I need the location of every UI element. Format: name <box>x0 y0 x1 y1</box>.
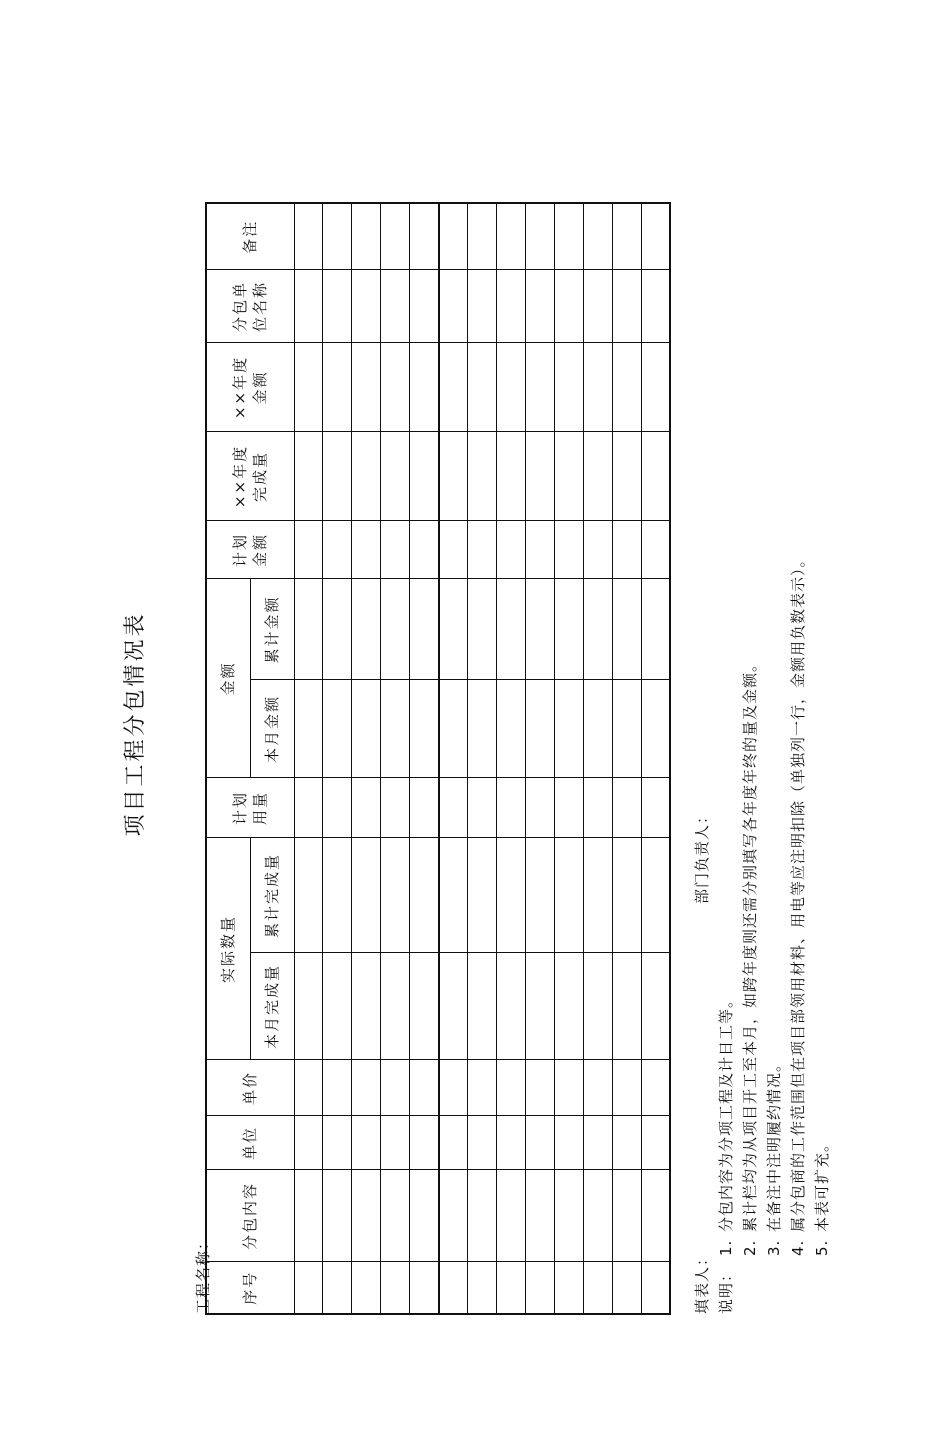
table-cell <box>612 1060 641 1116</box>
table-cell <box>468 1060 497 1116</box>
table-cell <box>612 270 641 343</box>
table-cell <box>641 953 670 1060</box>
table-cell <box>525 432 554 521</box>
header-sub-name <box>206 270 294 343</box>
notes-label: 说明： <box>717 1265 735 1314</box>
table-cell <box>525 680 554 778</box>
header-seq: 序号 <box>206 1262 294 1314</box>
table-cell <box>294 270 323 343</box>
table-cell <box>612 1170 641 1262</box>
header-unit: 单位 <box>206 1116 294 1170</box>
header-plan-amount-line1: 计划 <box>231 532 250 567</box>
table-row <box>468 203 497 1314</box>
table-cell <box>641 1060 670 1116</box>
table-cell <box>554 343 583 432</box>
table-cell <box>496 680 525 778</box>
table-cell <box>583 1060 612 1116</box>
table-row <box>496 203 525 1314</box>
table-row <box>641 203 670 1314</box>
table-cell <box>381 680 410 778</box>
table-cell <box>583 838 612 953</box>
table-cell <box>641 1116 670 1170</box>
table-cell <box>554 1116 583 1170</box>
table-cell <box>496 1116 525 1170</box>
table-cell <box>352 1170 381 1262</box>
table-cell <box>583 521 612 579</box>
table-row <box>352 203 381 1314</box>
table-cell <box>525 1116 554 1170</box>
note-number: 5. <box>813 1239 831 1256</box>
table-cell <box>641 778 670 838</box>
dept-head-label: 部门负责人： <box>693 807 711 904</box>
table-cell <box>323 270 352 343</box>
table-cell <box>352 1116 381 1170</box>
table-cell <box>641 1170 670 1262</box>
table-cell <box>554 270 583 343</box>
project-name-label: 工程名称： <box>194 1233 212 1314</box>
table-cell <box>410 1060 439 1116</box>
table-cell <box>439 521 468 579</box>
table-cell <box>583 1262 612 1314</box>
table-cell <box>583 432 612 521</box>
table-cell <box>525 1060 554 1116</box>
table-cell <box>294 1116 323 1170</box>
table-row <box>381 203 410 1314</box>
table-row <box>583 203 612 1314</box>
table-cell <box>439 953 468 1060</box>
table-cell <box>410 778 439 838</box>
table-cell <box>468 203 497 270</box>
header-plan-amount <box>206 521 294 579</box>
table-cell <box>439 1262 468 1314</box>
header-plan-qty-line1: 计划 <box>231 790 250 825</box>
table-cell <box>323 521 352 579</box>
table-row <box>554 203 583 1314</box>
table-cell <box>294 1262 323 1314</box>
note-number: 4. <box>789 1239 807 1256</box>
header-year-amount-line2: 金额 <box>251 370 270 405</box>
table-cell <box>410 579 439 680</box>
note-row <box>714 214 738 1314</box>
table-cell <box>410 838 439 953</box>
table-cell <box>641 521 670 579</box>
table-cell <box>439 778 468 838</box>
table-row <box>525 203 554 1314</box>
table-row <box>410 203 439 1314</box>
table-cell <box>641 432 670 521</box>
table-cell <box>439 270 468 343</box>
table-cell <box>381 1116 410 1170</box>
table-cell <box>410 1116 439 1170</box>
table-cell <box>496 1170 525 1262</box>
table-cell <box>496 432 525 521</box>
table-cell <box>496 953 525 1060</box>
table-cell <box>525 579 554 680</box>
note-number: 1. <box>717 1239 735 1256</box>
table-cell <box>496 521 525 579</box>
table-cell <box>381 953 410 1060</box>
table-cell <box>294 203 323 270</box>
table-cell <box>525 521 554 579</box>
table-cell <box>641 1262 670 1314</box>
table-cell <box>583 1170 612 1262</box>
table-row <box>439 203 468 1314</box>
footer <box>690 214 834 1314</box>
table-cell <box>352 1262 381 1314</box>
table-cell <box>641 680 670 778</box>
table-cell <box>554 838 583 953</box>
table-cell <box>468 1116 497 1170</box>
table-cell <box>583 1116 612 1170</box>
table-cell <box>525 1170 554 1262</box>
table-cell <box>496 270 525 343</box>
table-cell <box>468 579 497 680</box>
table-cell <box>323 1116 352 1170</box>
table-cell <box>439 1060 468 1116</box>
table-cell <box>612 203 641 270</box>
table-cell <box>352 778 381 838</box>
table-cell <box>612 680 641 778</box>
table-cell <box>554 521 583 579</box>
table-cell <box>352 521 381 579</box>
header-actual-qty: 实际数量 <box>206 838 250 1060</box>
table-cell <box>323 953 352 1060</box>
note-text: 分包内容为分项工程及计日工等。 <box>717 991 735 1232</box>
header-amount: 金额 <box>206 579 250 778</box>
header-year-amount <box>206 343 294 432</box>
table-cell <box>352 432 381 521</box>
table-cell <box>323 432 352 521</box>
header-year-amount-line1: ××年度 <box>231 355 250 420</box>
table-cell <box>612 1116 641 1170</box>
table-cell <box>468 1170 497 1262</box>
header-plan-amount-line2: 金额 <box>251 532 270 567</box>
header-plan-qty <box>206 778 294 838</box>
note-number: 2. <box>741 1239 759 1256</box>
table-cell <box>583 778 612 838</box>
note-text: 本表可扩充。 <box>813 1135 831 1232</box>
table-cell <box>612 579 641 680</box>
table-cell <box>612 778 641 838</box>
table-cell <box>439 1170 468 1262</box>
table-cell <box>439 680 468 778</box>
table-cell <box>294 953 323 1060</box>
subcontract-table <box>205 202 671 1315</box>
note-text: 累计栏均为从项目开工至本月，如跨年度则还需分别填写各年度年终的量及金额。 <box>741 655 759 1232</box>
table-cell <box>294 579 323 680</box>
table-cell <box>641 838 670 953</box>
table-row <box>323 203 352 1314</box>
table-cell <box>381 432 410 521</box>
table-cell <box>468 270 497 343</box>
table-cell <box>583 270 612 343</box>
table-cell <box>294 432 323 521</box>
table-cell <box>554 432 583 521</box>
table-cell <box>381 1060 410 1116</box>
header-cum-amount: 累计金额 <box>250 579 294 680</box>
table-cell <box>352 579 381 680</box>
table-cell <box>554 579 583 680</box>
table-cell <box>468 1262 497 1314</box>
table-cell <box>583 579 612 680</box>
table-cell <box>554 953 583 1060</box>
table-cell <box>381 778 410 838</box>
table-cell <box>410 521 439 579</box>
header-year-qty-line1: ××年度 <box>231 444 250 509</box>
table-cell <box>381 579 410 680</box>
table-cell <box>294 1060 323 1116</box>
table-cell <box>323 1060 352 1116</box>
table-cell <box>381 521 410 579</box>
note-number: 3. <box>765 1239 783 1256</box>
header-cum-qty: 累计完成量 <box>250 838 294 953</box>
filler-label: 填表人： <box>693 1249 711 1314</box>
table-cell <box>468 953 497 1060</box>
table-cell <box>352 838 381 953</box>
table-cell <box>496 1060 525 1116</box>
table-cell <box>352 953 381 1060</box>
table-cell <box>496 778 525 838</box>
table-cell <box>294 778 323 838</box>
table-cell <box>439 203 468 270</box>
table-cell <box>294 343 323 432</box>
table-cell <box>323 838 352 953</box>
table-cell <box>294 1170 323 1262</box>
table-cell <box>352 1060 381 1116</box>
table-cell <box>410 343 439 432</box>
table-cell <box>323 778 352 838</box>
table-row <box>294 203 323 1314</box>
header-year-qty <box>206 432 294 521</box>
table-cell <box>496 838 525 953</box>
table-cell <box>525 203 554 270</box>
table-cell <box>381 343 410 432</box>
table-cell <box>381 270 410 343</box>
table-cell <box>468 838 497 953</box>
table-cell <box>439 1116 468 1170</box>
table-cell <box>554 778 583 838</box>
note-text: 属分包商的工作范围但在项目部领用材料、用电等应注明扣除（单独列一行，金额用负数表示）。 <box>789 551 807 1232</box>
table-cell <box>410 432 439 521</box>
table-cell <box>410 1170 439 1262</box>
table-cell <box>381 1170 410 1262</box>
table-cell <box>410 270 439 343</box>
table-cell <box>525 343 554 432</box>
table-cell <box>554 680 583 778</box>
header-price: 单价 <box>206 1060 294 1116</box>
table-cell <box>554 203 583 270</box>
table-cell <box>410 953 439 1060</box>
table-cell <box>352 343 381 432</box>
table-cell <box>323 579 352 680</box>
table-cell <box>583 343 612 432</box>
table-cell <box>468 432 497 521</box>
table-body <box>294 203 670 1314</box>
table-cell <box>352 270 381 343</box>
header-month-amount: 本月金额 <box>250 680 294 778</box>
table-cell <box>294 838 323 953</box>
table-cell <box>496 1262 525 1314</box>
table-cell <box>468 680 497 778</box>
note-text: 在备注中注明履约情况。 <box>765 1055 783 1232</box>
table-cell <box>381 203 410 270</box>
note-row <box>810 214 834 1314</box>
table-cell <box>583 680 612 778</box>
table-cell <box>525 270 554 343</box>
table-cell <box>612 953 641 1060</box>
note-row <box>762 214 786 1314</box>
table-cell <box>468 343 497 432</box>
table-cell <box>410 1262 439 1314</box>
table-cell <box>525 838 554 953</box>
table-cell <box>439 343 468 432</box>
table-cell <box>525 778 554 838</box>
table-cell <box>381 838 410 953</box>
table-cell <box>583 203 612 270</box>
table-cell <box>468 778 497 838</box>
table-cell <box>323 203 352 270</box>
table-cell <box>439 838 468 953</box>
table-cell <box>612 432 641 521</box>
header-plan-qty-line2: 用量 <box>251 790 270 825</box>
table-cell <box>612 1262 641 1314</box>
table-cell <box>641 203 670 270</box>
header-sub-name-line2: 位名称 <box>251 280 270 332</box>
table-cell <box>583 953 612 1060</box>
table-cell <box>554 1060 583 1116</box>
table-cell <box>439 432 468 521</box>
table-cell <box>525 1262 554 1314</box>
table-cell <box>468 521 497 579</box>
table-cell <box>496 343 525 432</box>
note-row <box>738 214 762 1314</box>
table-cell <box>612 521 641 579</box>
table-cell <box>323 680 352 778</box>
table-cell <box>554 1262 583 1314</box>
header-remark: 备注 <box>206 203 294 270</box>
table-cell <box>294 680 323 778</box>
table-cell <box>381 1262 410 1314</box>
table-cell <box>352 680 381 778</box>
table-cell <box>294 521 323 579</box>
document-title: 项目工程分包情况表 <box>123 611 148 837</box>
table-cell <box>496 579 525 680</box>
table-cell <box>641 343 670 432</box>
table-cell <box>525 953 554 1060</box>
table-cell <box>323 343 352 432</box>
header-sub-name-line1: 分包单 <box>231 280 250 332</box>
signature-row <box>690 214 714 1314</box>
table-cell <box>410 680 439 778</box>
table-cell <box>496 203 525 270</box>
table-cell <box>352 203 381 270</box>
note-row <box>786 214 810 1314</box>
table-cell <box>439 579 468 680</box>
table-cell <box>554 1170 583 1262</box>
table-row <box>612 203 641 1314</box>
table-cell <box>323 1170 352 1262</box>
table-cell <box>641 270 670 343</box>
header-content: 分包内容 <box>206 1170 294 1262</box>
table-cell <box>410 203 439 270</box>
table-cell <box>612 838 641 953</box>
table-cell <box>641 579 670 680</box>
header-year-qty-line2: 完成量 <box>251 450 270 502</box>
table-cell <box>323 1262 352 1314</box>
header-month-qty: 本月完成量 <box>250 953 294 1060</box>
table-cell <box>612 343 641 432</box>
